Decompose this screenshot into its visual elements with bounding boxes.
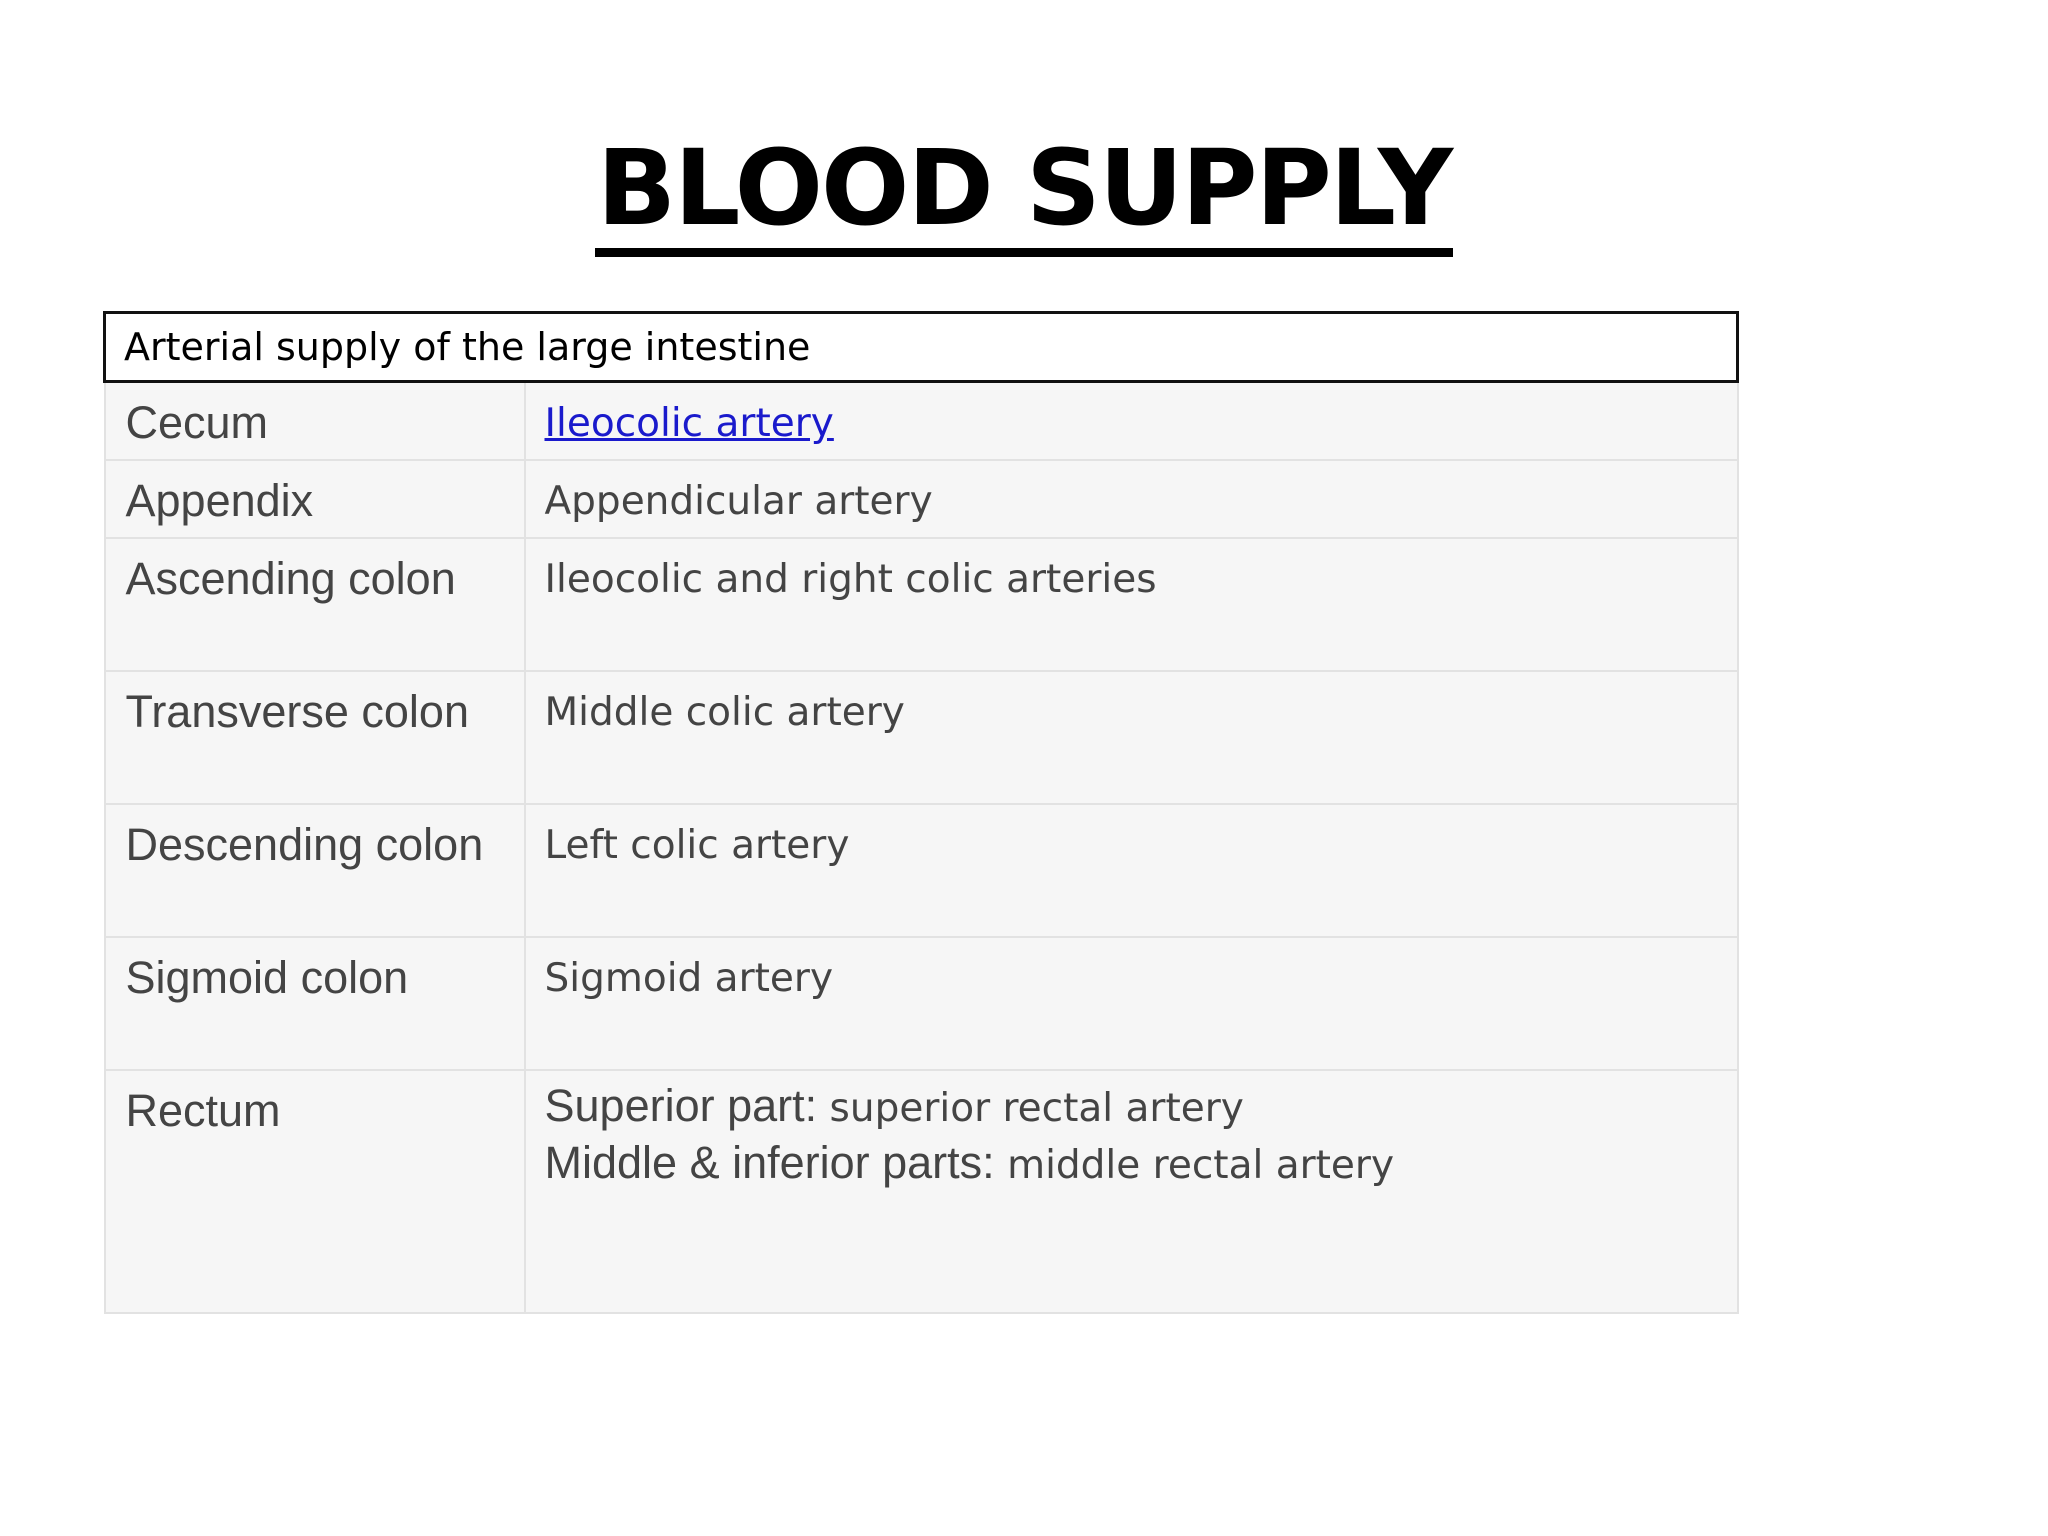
artery-cell: Appendicular artery — [525, 460, 1738, 538]
artery-cell: Ileocolic and right colic arteries — [525, 538, 1738, 671]
rectum-superior-line — [545, 1079, 1737, 1136]
table-caption: Arterial supply of the large intestine — [105, 313, 1738, 382]
region-cell: Rectum — [105, 1070, 525, 1313]
artery-cell: Middle colic artery — [525, 671, 1738, 804]
region-cell: Cecum — [105, 382, 525, 460]
rectum-superior-label: Superior part: — [544, 1079, 818, 1131]
artery-cell: Left colic artery — [525, 804, 1738, 937]
table-row — [105, 804, 1738, 937]
table-row — [105, 671, 1738, 804]
rectum-superior-value: superior rectal artery — [829, 1085, 1244, 1131]
region-cell: Ascending colon — [105, 538, 525, 671]
table-row — [105, 937, 1738, 1070]
table-row — [105, 460, 1738, 538]
table-caption-row — [105, 313, 1738, 382]
table-row-rectum — [105, 1070, 1738, 1313]
slide-title-text: BLOOD SUPPLY — [595, 128, 1453, 257]
arterial-supply-table — [103, 311, 1739, 1314]
artery-cell — [525, 382, 1738, 460]
rectum-lower-line — [545, 1136, 1737, 1193]
rectum-lower-value: middle rectal artery — [1007, 1142, 1395, 1188]
table-row — [105, 538, 1738, 671]
slide-title — [0, 128, 2048, 257]
table-row — [105, 382, 1738, 460]
rectum-lower-label: Middle & inferior parts: — [544, 1136, 995, 1188]
artery-cell — [525, 1070, 1738, 1313]
region-cell: Appendix — [105, 460, 525, 538]
region-cell: Transverse colon — [105, 671, 525, 804]
artery-cell: Sigmoid artery — [525, 937, 1738, 1070]
region-cell: Sigmoid colon — [105, 937, 525, 1070]
ileocolic-artery-link[interactable]: Ileocolic artery — [544, 401, 834, 446]
region-cell: Descending colon — [105, 804, 525, 937]
